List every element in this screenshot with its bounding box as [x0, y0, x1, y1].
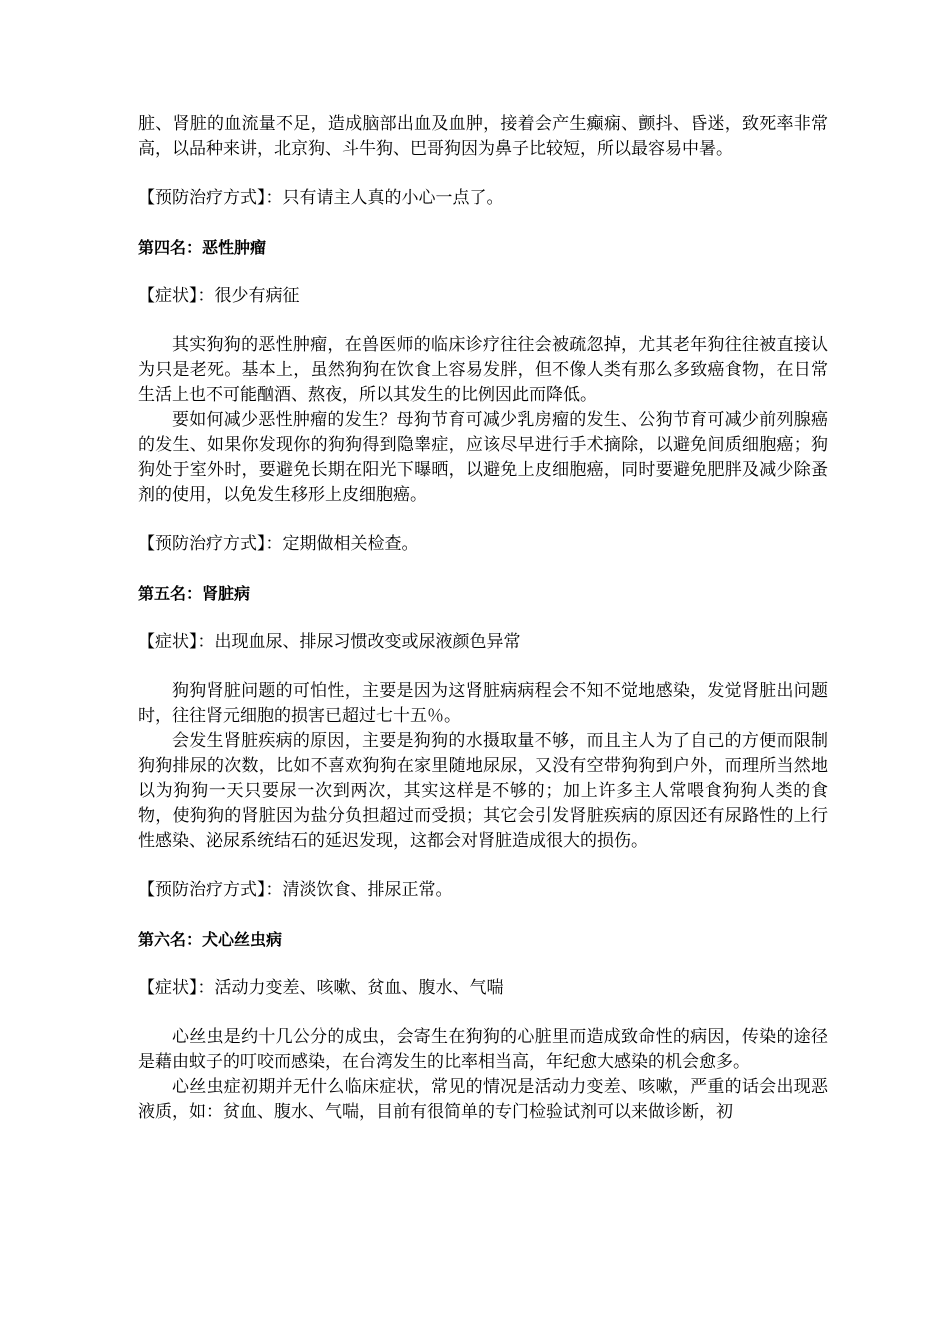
- section-4-symptom: 【症状】：很少有病征: [138, 286, 300, 306]
- intro-paragraph: 脏、肾脏的血流量不足，造成脑部出血及血肿，接着会产生癫痫、颤抖、昏迷，致死率非常高，以品种来讲，北京狗、斗牛狗、巴哥狗因为鼻子比较短，所以最容易中暑。: [138, 114, 828, 159]
- spacer: [138, 952, 828, 976]
- section-5-paragraph-2: 会发生肾脏疾病的原因，主要是狗狗的水摄取量不够，而且主人为了自己的方便而限制狗狗排尿的次数，比如不喜欢狗狗在家里随地尿尿，又没有空带狗狗到户外，而理所当然地以为狗狗一天只要尿一次到两次，其实这样是不够的；加上许多主人常喂食狗狗人类的食物，使狗狗的肾脏因为盐分负担超过而受损；其它会引发肾脏疾病的原因还有尿路性的上行性感染、泌尿系统结石的延迟发现，这都会对肾脏造成很大的损伤。: [138, 731, 828, 851]
- document-page: [138, 112, 828, 1125]
- spacer: [138, 211, 828, 235]
- intro-prevention: 【预防治疗方式】：只有请主人真的小心一点了。: [138, 188, 504, 208]
- section-4-prevention: 【预防治疗方式】：定期做相关检查。: [138, 534, 419, 554]
- spacer: [138, 260, 828, 284]
- section-4-paragraph-1: 其实狗狗的恶性肿瘤，在兽医师的临床诊疗往往会被疏忽掉，尤其老年狗往往被直接认为只是老死。基本上，虽然狗狗在饮食上容易发胖，但不像人类有那么多致癌食物，在日常生活上也不可能酗酒、熬夜，所以其发生的比例因此而降低。: [138, 335, 828, 405]
- section-5-symptom: 【症状】：出现血尿、排尿习惯改变或尿液颜色异常: [138, 632, 521, 652]
- spacer: [138, 655, 828, 679]
- section-5-paragraph-1: 狗狗肾脏问题的可怕性，主要是因为这肾脏病病程会不知不觉地感染，发觉肾脏出问题时，往往肾元细胞的损害已超过七十五％。: [138, 681, 828, 726]
- section-5-prevention: 【预防治疗方式】：清淡饮食、排尿正常。: [138, 880, 453, 900]
- section-4-title: 第四名：恶性肿瘤: [138, 238, 267, 257]
- section-6-paragraph-2: 心丝虫症初期并无什么临床症状，常见的情况是活动力变差、咳嗽，严重的话会出现恶液质，如：贫血、腹水、气喘，目前有很简单的专门检验试剂可以来做诊断，初: [138, 1077, 828, 1122]
- spacer: [138, 606, 828, 630]
- section-4-paragraph-2: 要如何减少恶性肿瘤的发生？母狗节育可减少乳房瘤的发生、公狗节育可减少前列腺癌的发生、如果你发现你的狗狗得到隐睾症，应该尽早进行手术摘除，以避免间质细胞癌；狗狗处于室外时，要避免长期在阳光下曝晒，以避免上皮细胞癌，同时要避免肥胖及减少除蚤剂的使用，以免发生移形上皮细胞癌。: [138, 410, 828, 505]
- section-6-symptom: 【症状】：活动力变差、咳嗽、贫血、腹水、气喘: [138, 978, 504, 998]
- spacer: [138, 508, 828, 532]
- section-6-title: 第六名：犬心丝虫病: [138, 930, 283, 949]
- spacer: [138, 1001, 828, 1025]
- spacer: [138, 854, 828, 878]
- section-5-title: 第五名：肾脏病: [138, 584, 251, 603]
- spacer: [138, 309, 828, 333]
- spacer: [138, 903, 828, 927]
- spacer: [138, 557, 828, 581]
- section-6-paragraph-1: 心丝虫是约十几公分的成虫，会寄生在狗狗的心脏里而造成致命性的病因，传染的途径是藉由蚊子的叮咬而感染，在台湾发生的比率相当高，年纪愈大感染的机会愈多。: [138, 1027, 828, 1072]
- spacer: [138, 162, 828, 186]
